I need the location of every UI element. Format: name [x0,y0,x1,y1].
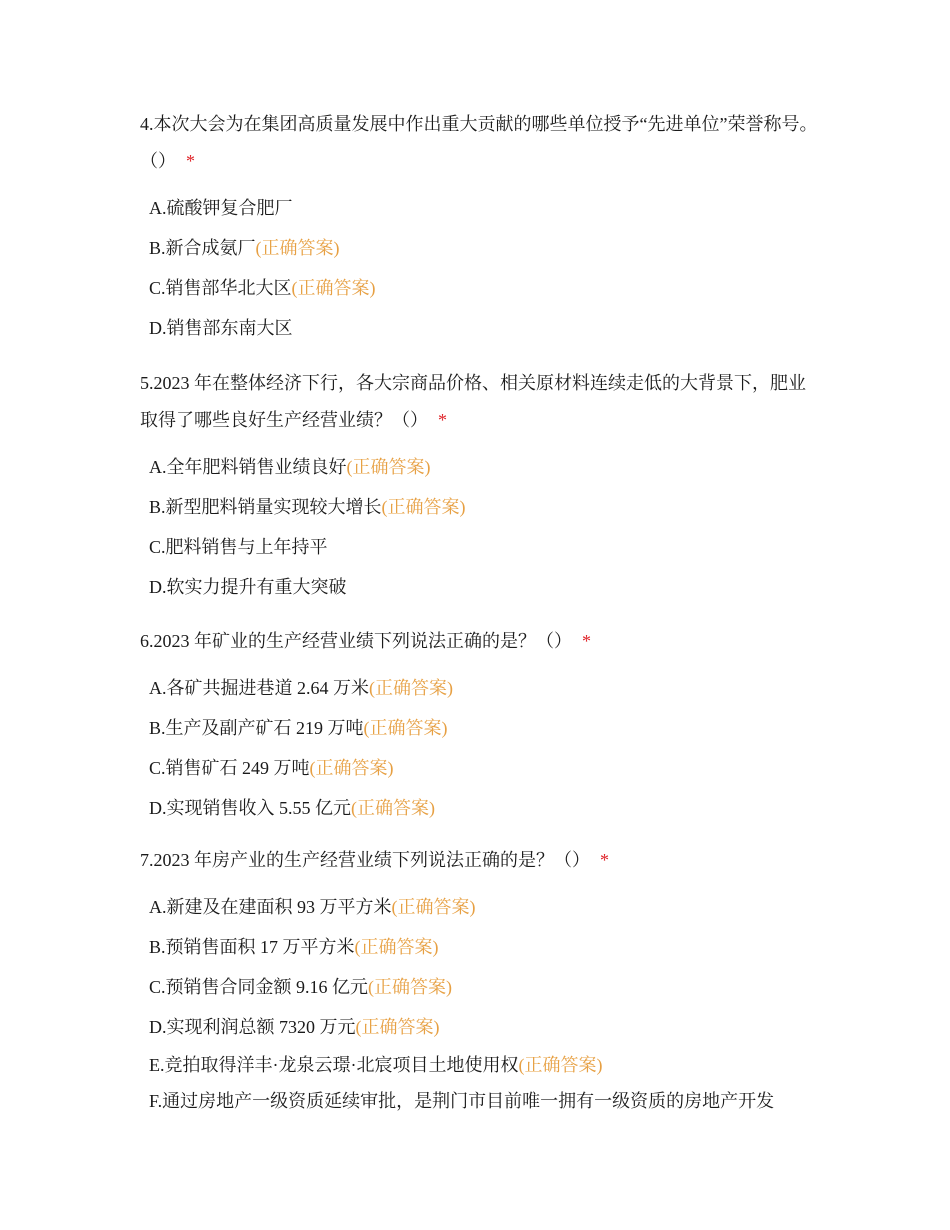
option-a[interactable]: A.全年肥料销售业绩良好(正确答案) [149,457,431,477]
required-asterisk: * [438,410,447,430]
question-title: 5.2023 年在整体经济下行，各大宗商品价格、相关原材料连续走低的大背景下，肥业取得了哪些良好生产经营业绩？（） * [140,373,806,430]
option-a[interactable]: A.各矿共掘进巷道 2.64 万米(正确答案) [149,678,453,698]
correct-answer-tag: (正确答案) [368,977,453,997]
option-list [149,447,820,607]
option-b[interactable]: B.新型肥料销量实现较大增长(正确答案) [149,497,466,517]
correct-answer-tag: (正确答案) [363,718,448,738]
question-title: 6.2023 年矿业的生产经营业绩下列说法正确的是？（） * [140,631,591,651]
required-asterisk: * [600,850,609,870]
required-asterisk: * [582,631,591,651]
question-title: 4.本次大会为在集团高质量发展中作出重大贡献的哪些单位授予“先进单位”荣誉称号。（） * [140,114,818,171]
option-e[interactable]: E.竞拍取得洋丰·龙泉云璟·北宸项目土地使用权(正确答案) [149,1055,603,1075]
option-c[interactable]: C.销售矿石 249 万吨(正确答案) [149,758,394,778]
correct-answer-tag: (正确答案) [309,758,394,778]
correct-answer-tag: (正确答案) [355,1017,440,1037]
option-c[interactable]: C.预销售合同金额 9.16 亿元(正确答案) [149,977,453,997]
question-7 [140,842,820,1119]
option-c[interactable]: C.肥料销售与上年持平 [149,537,328,557]
correct-answer-tag: (正确答案) [351,798,435,818]
correct-answer-tag: (正确答案) [369,678,453,698]
question-6 [140,623,820,828]
option-list [149,668,820,828]
option-b[interactable]: B.预销售面积 17 万平方米(正确答案) [149,937,439,957]
correct-answer-tag: (正确答案) [291,278,376,298]
option-b[interactable]: B.新合成氨厂(正确答案) [149,238,340,258]
correct-answer-tag: (正确答案) [255,238,340,258]
option-d[interactable]: D.软实力提升有重大突破 [149,577,347,597]
option-list [149,188,820,348]
option-b[interactable]: B.生产及副产矿石 219 万吨(正确答案) [149,718,448,738]
option-list [149,887,820,1119]
option-d[interactable]: D.实现利润总额 7320 万元(正确答案) [149,1017,440,1037]
option-d[interactable]: D.销售部东南大区 [149,318,293,338]
correct-answer-tag: (正确答案) [391,897,476,917]
required-asterisk: * [186,151,195,171]
correct-answer-tag: (正确答案) [354,937,439,957]
question-5 [140,365,820,607]
option-f[interactable]: F.通过房地产一级资质延续审批，是荆门市目前唯一拥有一级资质的房地产开发 [149,1091,775,1111]
question-4 [140,106,820,348]
correct-answer-tag: (正确答案) [381,497,466,517]
option-a[interactable]: A.硫酸钾复合肥厂 [149,198,293,218]
option-a[interactable]: A.新建及在建面积 93 万平方米(正确答案) [149,897,476,917]
option-c[interactable]: C.销售部华北大区(正确答案) [149,278,376,298]
correct-answer-tag: (正确答案) [518,1055,603,1075]
correct-answer-tag: (正确答案) [346,457,431,477]
question-title: 7.2023 年房产业的生产经营业绩下列说法正确的是？（） * [140,850,609,870]
option-d[interactable]: D.实现销售收入 5.55 亿元(正确答案) [149,798,435,818]
